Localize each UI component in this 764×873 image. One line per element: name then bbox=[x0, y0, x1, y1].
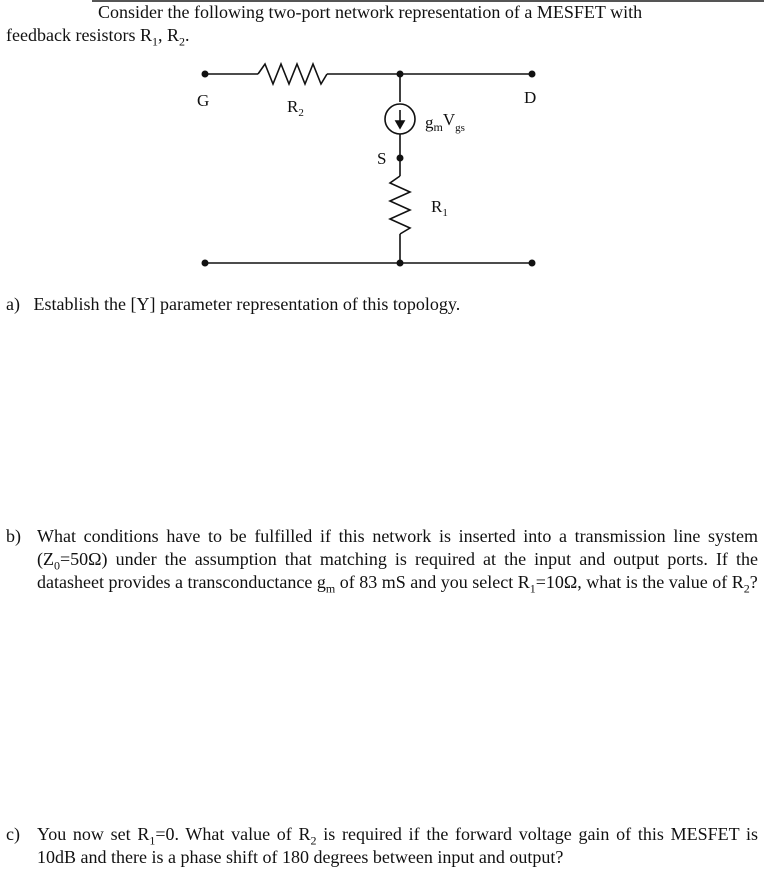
r2-label: $R_2$ bbox=[287, 97, 304, 119]
bottom-right-terminal-dot bbox=[529, 260, 536, 267]
resistor-r2 bbox=[258, 64, 327, 84]
question-a-label: a) bbox=[6, 294, 20, 314]
gate-label: G bbox=[197, 91, 210, 110]
current-source-arrow-icon bbox=[396, 110, 404, 128]
top-node-dot bbox=[397, 71, 404, 78]
bottom-left-terminal-dot bbox=[202, 260, 209, 267]
question-b-text: What conditions have to be fulfilled if this network is inserted into a transmission line system $(Z_0=50\Omega)$ under the assumption that matching is required at the input and output ports. If the datasheet provides a transconductance $g_m$ of 83 mS and you select $R_1=10\Omega$, what is the value of $R_2$? bbox=[37, 526, 758, 596]
source-label: S bbox=[377, 149, 387, 168]
question-a bbox=[6, 293, 756, 316]
gm-vgs-label: gmV$_{gs}$ bbox=[425, 110, 465, 134]
resistor-r1 bbox=[390, 176, 410, 234]
question-c-label: c) bbox=[6, 824, 20, 844]
source-node-dot bbox=[397, 155, 404, 162]
intro-line-2: feedback resistors $R_1$, $R_2$. bbox=[6, 25, 190, 49]
drain-label: D bbox=[524, 88, 537, 107]
bottom-node-dot bbox=[397, 260, 404, 267]
question-b bbox=[6, 525, 758, 594]
circuit-diagram bbox=[0, 0, 764, 290]
question-c-text: You now set $R_1=0$. What value of $R_2$ is required if the forward voltage gain of this MESFET is 10dB and there is a phase shift of 180 degrees between input and output? bbox=[37, 824, 758, 867]
question-c bbox=[6, 823, 758, 869]
intro-line-1: Consider the following two-port network representation of a MESFET with bbox=[98, 2, 643, 22]
question-a-text: Establish the [Y] parameter representation of this topology. bbox=[33, 294, 461, 314]
r1-label: $R_1$ bbox=[431, 197, 448, 219]
question-b-label: b) bbox=[6, 526, 21, 546]
drain-terminal-dot bbox=[529, 71, 536, 78]
gate-terminal-dot bbox=[202, 71, 209, 78]
